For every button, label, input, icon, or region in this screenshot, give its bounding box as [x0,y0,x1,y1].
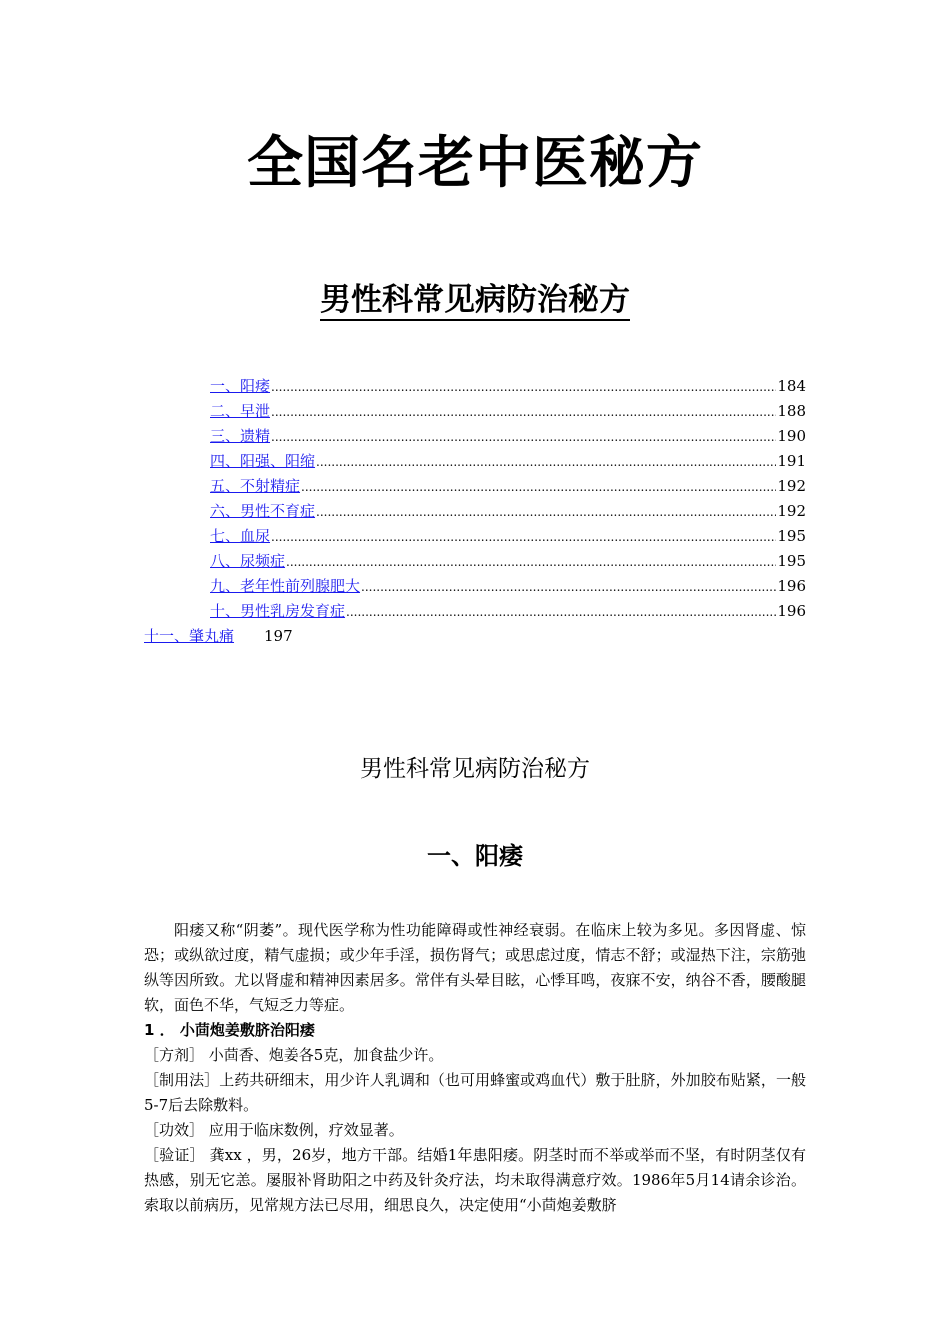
toc-link[interactable]: 五、不射精症 [210,477,301,495]
toc-entry [210,574,806,599]
toc-link[interactable]: 九、老年性前列腺肥大 [210,577,361,595]
document-subtitle-text: 男性科常见病防治秘方 [320,282,630,321]
toc-page-number: 192 [777,477,806,495]
toc-entry [210,499,806,524]
chapter-body [144,918,806,1218]
toc-leader [346,600,776,625]
toc-page-number: 190 [777,427,806,445]
table-of-contents [210,374,806,624]
toc-link[interactable]: 六、男性不育症 [210,502,316,520]
toc-entry [210,474,806,499]
toc-page-number: 196 [777,602,806,620]
toc-leader [316,450,776,475]
chapter-heading: 一、阳痿 [427,841,523,870]
toc-page-number: 195 [777,527,806,545]
section-heading: 男性科常见病防治秘方 [360,756,590,782]
toc-page-number: 196 [777,577,806,595]
document-title: 全国名老中医秘方 [247,131,703,196]
toc-link[interactable]: 二、早泄 [210,402,271,420]
toc-entry [210,449,806,474]
toc-leader [361,575,776,600]
recipe-title: 1 ． 小茴炮姜敷脐治阳痿 [144,1021,315,1039]
toc-leader [271,525,776,550]
toc-entry-last [144,624,293,649]
toc-page-number: 192 [777,502,806,520]
toc-leader [286,550,776,575]
formula-paragraph: ［方剂］ 小茴香、炮姜各5克，加食盐少许。 [144,1046,444,1064]
toc-entry [210,599,806,624]
intro-paragraph: 阳痿又称“阴萎”。现代医学称为性功能障碍或性神经衰弱。在临床上较为多见。多因肾虚、惊恐；或纵欲过度，精气虚损；或少年手淫，损伤肾气；或思虑过度，情志不舒；或湿热下注，宗筋弛纵等因所致。尤以肾虚和精神因素居多。常伴有头晕目眩，心悸耳鸣，夜寐不安，纳谷不香，腰酸腿软，面色不华，气短乏力等症。 [144,921,806,1014]
toc-entry [210,424,806,449]
effect-paragraph: ［功效］ 应用于临床数例，疗效显著。 [144,1121,404,1139]
method-paragraph: ［制用法］上药共研细末，用少许人乳调和（也可用蜂蜜或鸡血代）敷于肚脐，外加胶布贴紧，一般5-7后去除敷料。 [144,1071,806,1114]
toc-page-number: 188 [777,402,806,420]
toc-entry [210,399,806,424]
toc-link[interactable]: 一、阳痿 [210,377,271,395]
toc-leader [316,500,776,525]
toc-link[interactable]: 十一、肇丸痛 [144,627,235,645]
toc-link[interactable]: 八、尿频症 [210,552,286,570]
toc-entry [210,549,806,574]
toc-leader [271,375,776,400]
toc-page-number: 191 [777,452,806,470]
toc-link[interactable]: 七、血尿 [210,527,271,545]
document-subtitle [0,278,950,322]
toc-link[interactable]: 三、遗精 [210,427,271,445]
toc-entry [210,524,806,549]
toc-page-number: 184 [777,377,806,395]
toc-link[interactable]: 十、男性乳房发育症 [210,602,346,620]
toc-entry [210,374,806,399]
toc-leader [271,425,776,450]
toc-leader [271,400,776,425]
toc-page-number: 197 [264,627,293,645]
toc-link[interactable]: 四、阳强、阳缩 [210,452,316,470]
toc-leader [301,475,776,500]
toc-page-number: 195 [777,552,806,570]
verification-paragraph: ［验证］ 龚xx ，男，26岁，地方干部。结婚1年患阳痿。阴茎时而不举或举而不坚，有时阴茎仅有热感，别无它恙。屡服补肾助阳之中药及针灸疗法，均未取得满意疗效。1986年5月14请余诊治。索取以前病历，见常规方法已尽用，细思良久，决定使用“小茴炮姜敷脐 [144,1146,806,1214]
